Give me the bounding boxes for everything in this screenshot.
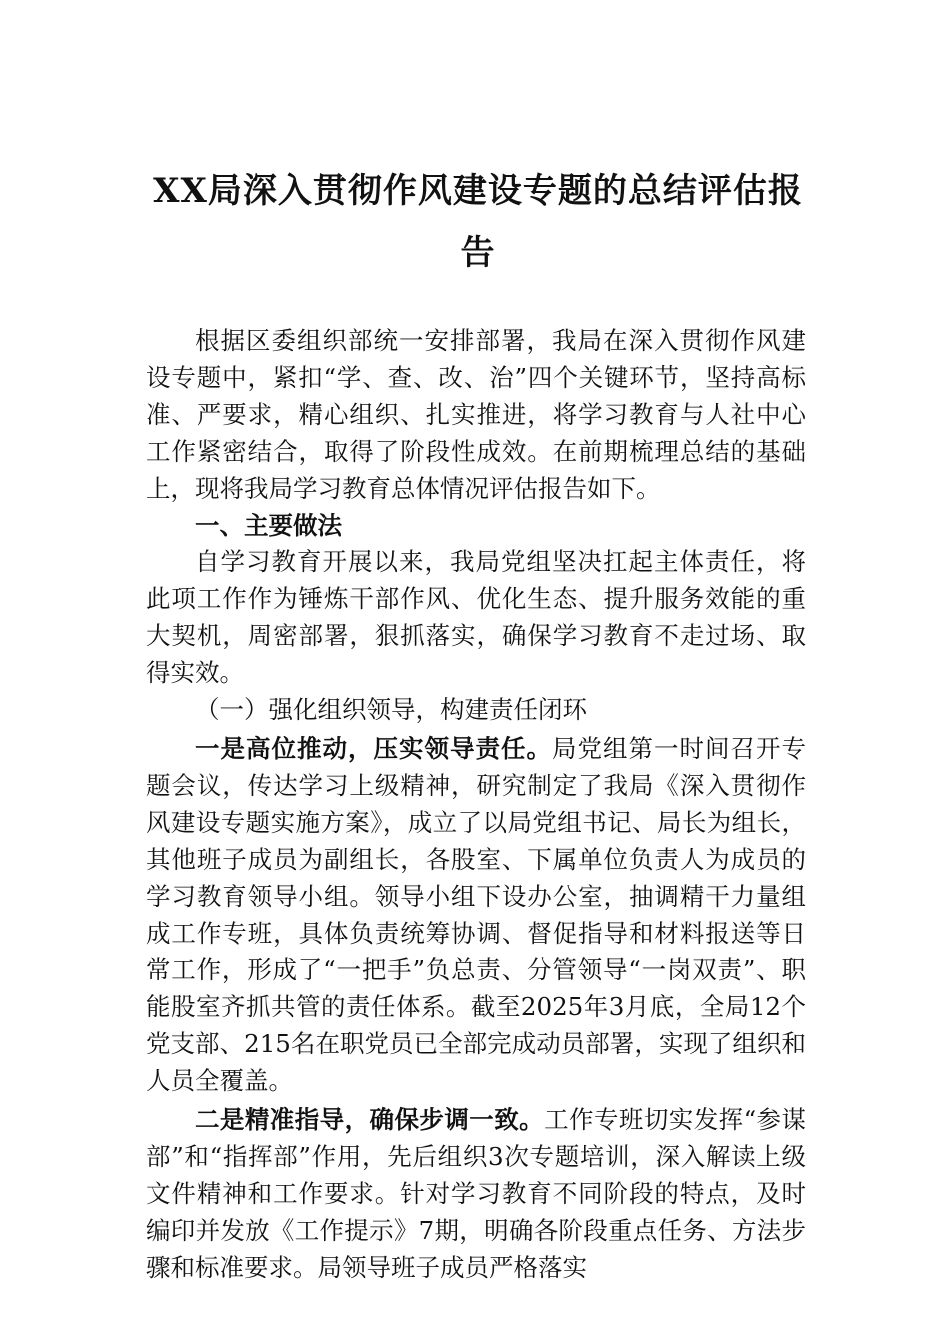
section-paragraph: 自学习教育开展以来，我局党组坚决扛起主体责任，将此项工作作为锤炼干部作风、优化生态、提升服务效能的重大契机，周密部署，狠抓落实，确保学习教育不走过场、取得实效。 [146,547,806,688]
subsection-heading-organization: （一）强化组织领导，构建责任闭环 [195,695,587,725]
item-lead-1: 一是高位推动，压实领导责任。 [195,733,552,763]
item-lead-2: 二是精准指导，确保步调一致。 [195,1105,545,1135]
section-heading-main-practices: 一、主要做法 [195,510,342,540]
item-text-2: 工作专班切实发挥“参谋部”和“指挥部”作用，先后组织3次专题培训，深入解读上级文件精神和工作要求。针对学习教育不同阶段的特点，及时编印并发放《工作提示》7期，明确各阶段重点任务、方法步骤和标准要求。局领导班子成员严格落实 [146,1105,806,1282]
item-text-1: 局党组第一时间召开专题会议，传达学习上级精神，研究制定了我局《深入贯彻作风建设专题实施方案》，成立了以局党组书记、局长为组长，其他班子成员为副组长，各股室、下属单位负责人为成员的学习教育领导小组。领导小组下设办公室，抽调精干力量组成工作专班，具体负责统筹协调、督促指导和材料报送等日常工作，形成了“一把手”负总责、分管领导“一岗双责”、职能股室齐抓共管的责任体系。截至2025年3月底，全局12个党支部、215名在职党员已全部完成动员部署，实现了组织和人员全覆盖。 [146,733,806,1096]
intro-paragraph: 根据区委组织部统一安排部署，我局在深入贯彻作风建设专题中，紧扣“学、查、改、治”四个关键环节，坚持高标准、严要求，精心组织、扎实推进，将学习教育与人社中心工作紧密结合，取得了阶段性成效。在前期梳理总结的基础上，现将我局学习教育总体情况评估报告如下。 [146,326,806,503]
item-paragraph-2 [146,1102,806,1287]
item-paragraph-1 [146,731,806,1100]
document-body [146,323,806,1287]
document-title: XX局深入贯彻作风建设专题的总结评估报告 [153,171,803,273]
